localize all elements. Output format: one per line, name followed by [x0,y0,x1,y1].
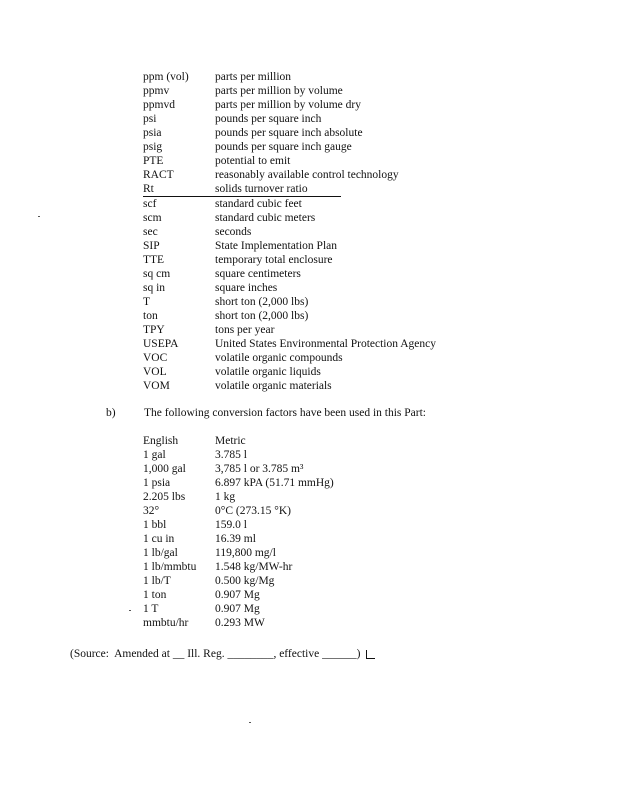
conversion-row [143,560,403,574]
abbreviation-row [143,379,483,393]
abbreviation-term: SIP [143,240,160,252]
metric-value: 16.39 ml [215,533,256,545]
source-citation-text: (Source: Amended at __ Ill. Reg. ________, effective ______) [70,648,361,660]
conversion-row [143,616,403,630]
metric-value: 119,800 mg/l [215,547,276,559]
abbreviation-term: psia [143,127,162,139]
abbreviation-definition: State Implementation Plan [215,240,338,252]
abbreviation-row [143,168,483,182]
english-value: 1 T [143,603,159,615]
abbreviation-definition: parts per million [215,71,292,83]
english-value: 1 lb/gal [143,547,178,559]
abbreviation-term: T [143,296,151,308]
abbreviation-definition: parts per million by volume [215,85,343,97]
abbreviation-term: RACT [143,169,174,181]
abbreviation-row [143,112,483,126]
conversion-header [143,434,403,448]
abbreviation-term: scf [143,198,157,210]
abbreviation-term: sec [143,226,158,238]
abbreviation-definition: standard cubic feet [215,198,302,210]
abbreviation-term: ppmv [143,85,170,97]
abbreviation-term: TPY [143,324,165,336]
english-value: 1 ton [143,589,167,601]
scan-speck [129,610,131,611]
abbreviation-term: ton [143,310,158,322]
abbreviation-definition: parts per million by volume dry [215,99,361,111]
abbreviation-definition: pounds per square inch absolute [215,127,363,139]
abbreviation-definition: short ton (2,000 lbs) [215,296,309,308]
english-value: 1 lb/T [143,575,171,587]
abbreviation-row [143,197,483,211]
metric-value: 0.293 MW [215,617,265,629]
metric-value: 3,785 l or 3.785 m³ [215,463,304,475]
abbreviation-row [143,337,483,351]
conversion-row [143,602,403,616]
source-citation [70,647,375,661]
abbreviation-row [143,309,483,323]
conversion-row [143,518,403,532]
metric-value: 6.897 kPA (51.71 mmHg) [215,477,334,489]
abbreviation-definition: square centimeters [215,268,301,280]
conversion-row [143,504,403,518]
abbreviation-row [143,295,483,309]
english-value: 1 psia [143,477,171,489]
abbreviation-row [143,126,483,140]
abbreviation-definition: pounds per square inch gauge [215,141,352,153]
metric-value: 1.548 kg/MW-hr [215,561,293,573]
abbreviation-term: PTE [143,155,164,167]
section-marker: b) [106,407,116,419]
abbreviation-term: VOL [143,366,167,378]
abbreviation-row [143,211,483,225]
abbreviation-term: VOC [143,352,168,364]
abbreviation-row [143,70,483,84]
abbreviation-definition: standard cubic meters [215,212,316,224]
conversion-row [143,532,403,546]
abbreviation-definition: volatile organic compounds [215,352,343,364]
abbreviation-term: ppmvd [143,99,175,111]
abbreviation-row [143,253,483,267]
abbreviation-row [143,267,483,281]
abbreviation-term: psig [143,141,163,153]
conversion-row [143,448,403,462]
metric-value: 0.500 kg/Mg [215,575,275,587]
english-value: 1 cu in [143,533,175,545]
english-value: 1 lb/mmbtu [143,561,197,573]
abbreviation-row [143,84,483,98]
conversion-row [143,546,403,560]
metric-value: 3.785 l [215,449,247,461]
abbreviation-row [143,140,483,154]
abbreviation-row [143,351,483,365]
abbreviation-row [143,239,483,253]
abbreviation-row [143,98,483,112]
section-intro-text: The following conversion factors have been used in this Part: [144,407,426,419]
abbreviation-term: VOM [143,380,170,392]
english-value: 2.205 lbs [143,491,186,503]
metric-value: 1 kg [215,491,236,503]
abbreviation-row [143,281,483,295]
conversion-row [143,476,403,490]
abbreviation-definition: tons per year [215,324,275,336]
abbreviation-definition: potential to emit [215,155,291,167]
conversion-row [143,490,403,504]
abbreviation-row [143,365,483,379]
abbreviation-term: TTE [143,254,165,266]
english-value: 1 gal [143,449,166,461]
abbreviation-list [143,70,483,393]
column-header-metric: Metric [215,435,246,447]
conversion-row [143,462,403,476]
metric-value: 0.907 Mg [215,589,260,601]
conversion-row [143,588,403,602]
abbreviation-definition: solids turnover ratio [215,183,308,195]
abbreviation-definition: short ton (2,000 lbs) [215,310,309,322]
scan-speck [249,722,251,723]
column-header-english: English [143,435,179,447]
abbreviation-definition: volatile organic liquids [215,366,321,378]
abbreviation-definition: pounds per square inch [215,113,322,125]
abbreviation-row [143,182,341,197]
abbreviation-definition: seconds [215,226,252,238]
abbreviation-term: scm [143,212,162,224]
scan-speck [38,216,40,217]
abbreviation-term: sq in [143,282,166,294]
abbreviation-definition: reasonably available control technology [215,169,399,181]
metric-value: 0°C (273.15 °K) [215,505,291,517]
abbreviation-definition: square inches [215,282,278,294]
abbreviation-term: Rt [143,183,154,195]
conversion-row [143,574,403,588]
english-value: 1,000 gal [143,463,186,475]
metric-value: 0.907 Mg [215,603,260,615]
english-value: 1 bbl [143,519,167,531]
abbreviation-term: USEPA [143,338,179,350]
english-value: 32° [143,505,160,517]
abbreviation-row [143,323,483,337]
abbreviation-definition: temporary total enclosure [215,254,333,266]
metric-value: 159.0 l [215,519,247,531]
abbreviation-row [143,154,483,168]
abbreviation-row [143,225,483,239]
abbreviation-term: psi [143,113,157,125]
english-value: mmbtu/hr [143,617,189,629]
section-b-intro [106,406,506,420]
abbreviation-term: sq cm [143,268,171,280]
abbreviation-definition: United States Environmental Protection Agency [215,338,437,350]
abbreviation-definition: volatile organic materials [215,380,332,392]
bracket-mark [366,650,375,659]
conversion-table [143,434,403,630]
abbreviation-term: ppm (vol) [143,71,189,83]
